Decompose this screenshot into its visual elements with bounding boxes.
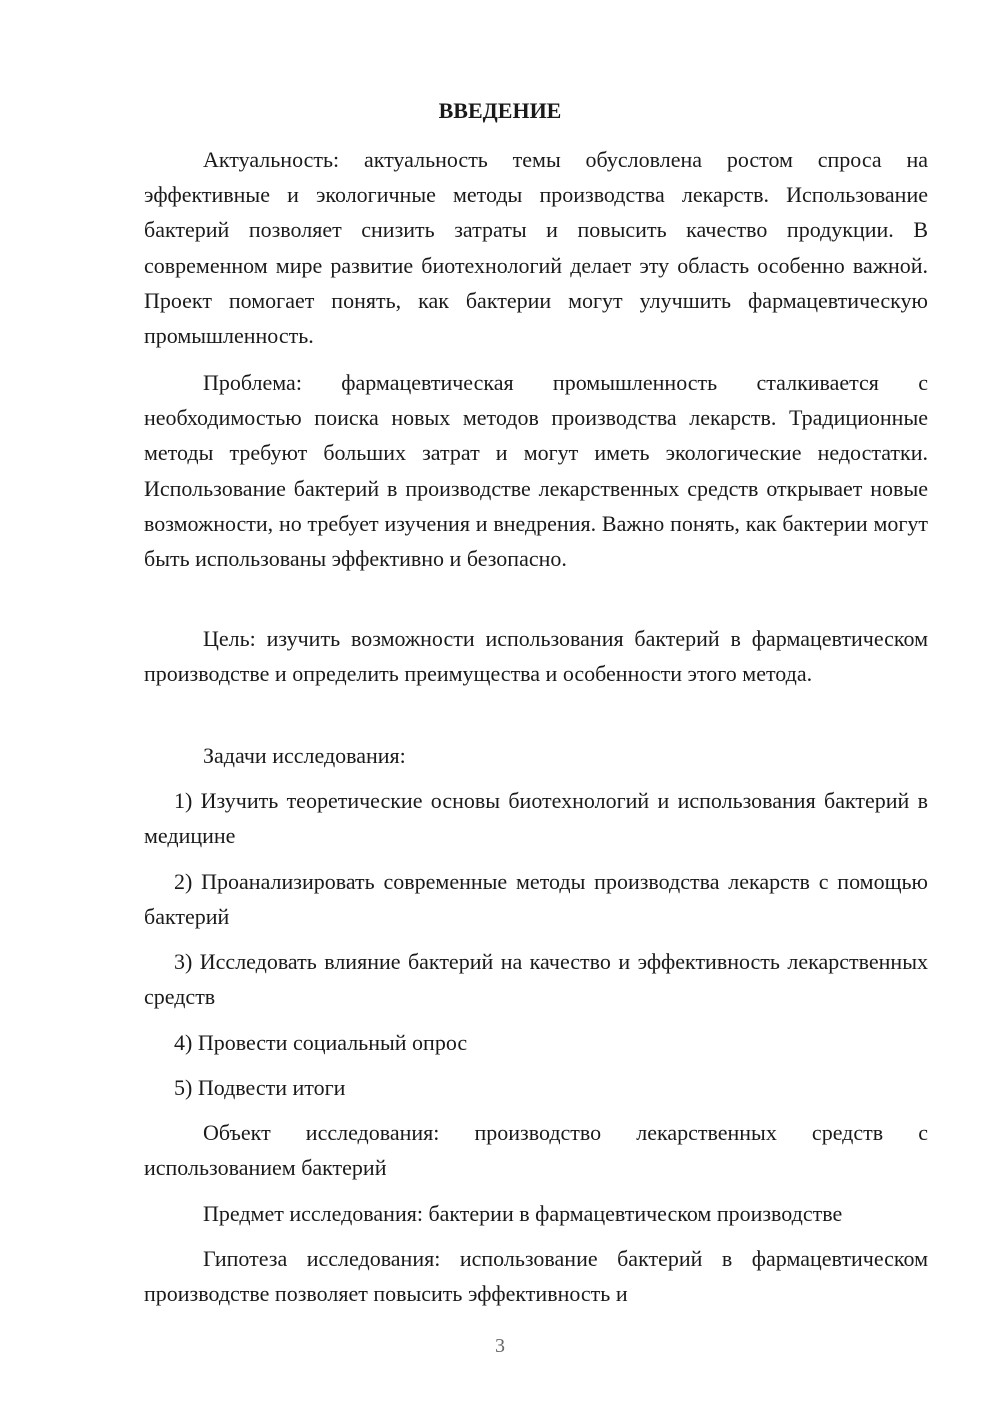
task-item-3: 3) Исследовать влияние бактерий на качество и эффективность лекарственных средств [144, 949, 928, 1010]
paragraph-goal: Цель: изучить возможности использования бактерий в фармацевтическом производстве и определить преимущества и особенности этого метода. [144, 626, 928, 687]
paragraph-relevance: Актуальность: актуальность темы обусловлена ростом спроса на эффективные и экологичные методы производства лекарств. Использование бактерий позволяет снизить затраты и повысить качество продукции. В современном мире развитие биотехнологий делает эту область особенно важной. Проект помогает понять, как бактерии могут улучшить фармацевтическую промышленность. [144, 147, 928, 349]
task-item-4: 4) Провести социальный опрос [174, 1030, 468, 1055]
paragraph-tasks-heading: Задачи исследования: [203, 743, 406, 768]
paragraph-problem: Проблема: фармацевтическая промышленность сталкивается с необходимостью поиска новых методов производства лекарств. Традиционные методы требуют больших затрат и могут иметь экологические недостатки. Использование бактерий в производстве лекарственных средств открывает новые возможности, но требует изучения и внедрения. Важно понять, как бактерии могут быть использованы эффективно и безопасно. [144, 370, 928, 572]
section-title: ВВЕДЕНИЕ [438, 98, 562, 123]
task-item-2: 2) Проанализировать современные методы производства лекарств с помощью бактерий [144, 869, 928, 930]
paragraph-hypothesis: Гипотеза исследования: использование бактерий в фармацевтическом производстве позволяет повысить эффективность и [144, 1246, 928, 1307]
task-item-5: 5) Подвести итоги [174, 1075, 346, 1100]
page-number: 3 [495, 1335, 505, 1357]
paragraph-object: Объект исследования: производство лекарственных средств с использованием бактерий [144, 1120, 928, 1181]
task-item-1: 1) Изучить теоретические основы биотехнологий и использования бактерий в медицине [144, 788, 928, 849]
paragraph-subject: Предмет исследования: бактерии в фармацевтическом производстве [203, 1201, 843, 1226]
